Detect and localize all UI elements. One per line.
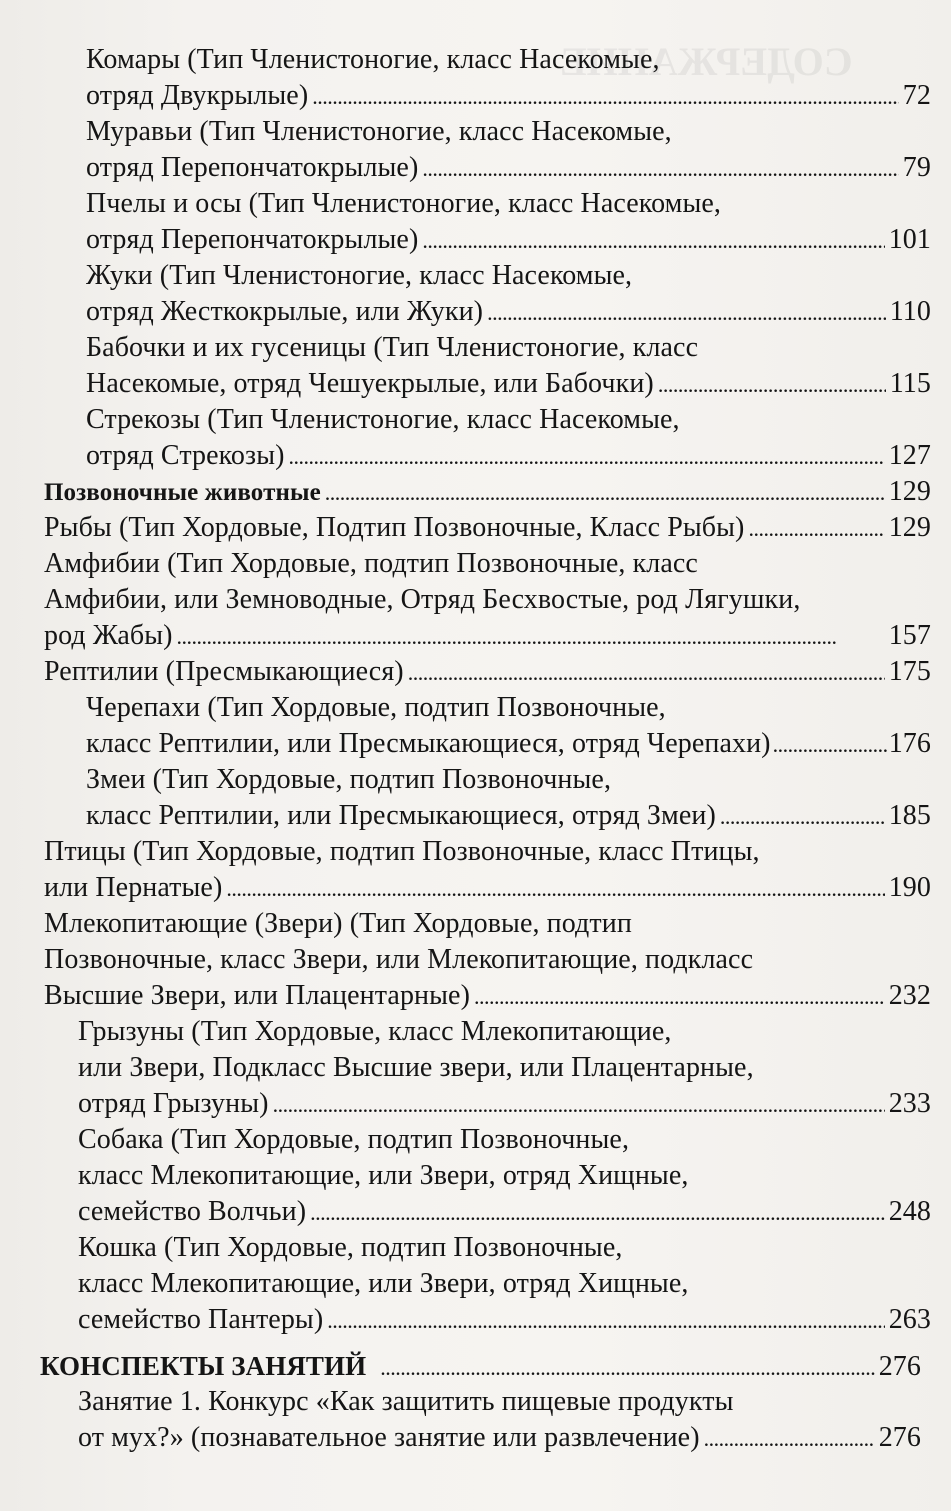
toc-entry-mammals[interactable] [44,978,931,1015]
toc-entry-text: отряд Перепончатокрылые) [86,224,419,255]
dot-leader [422,223,884,259]
toc-entry-text: или Пернатые) [44,872,223,903]
toc-entry-text: семейство Волчьи) [78,1196,307,1227]
dot-leader [748,511,884,547]
toc-entry-butterflies-line1: Бабочки и их гусеницы (Тип Членистоногие, класс [86,332,699,363]
toc-entry-rodents-line2: или Звери, Подкласс Высшие звери, или Плацентарные, [78,1052,754,1083]
dot-leader [327,1303,884,1339]
toc-entry-cat-line1: Кошка (Тип Хордовые, подтип Позвоночные, [78,1232,623,1263]
toc-entry-dragonflies-line1: Стрекозы (Тип Членистоногие, класс Насекомые, [86,404,680,435]
dot-leader [408,655,885,691]
page-number: 175 [888,656,931,687]
dot-leader [720,799,885,835]
dot-leader [380,1350,874,1386]
toc-entry-birds[interactable] [44,870,931,907]
page-number: 232 [888,980,931,1011]
toc-entry-vertebrates[interactable] [44,474,931,511]
dot-leader [658,367,886,403]
toc-entry-dog[interactable] [78,1194,931,1231]
toc-entry-lesson-1-line1: Занятие 1. Конкурс «Как защитить пищевые продукты [78,1386,734,1417]
toc-entry-text: класс Рептилии, или Пресмыкающиеся, отряд Змеи) [86,800,716,831]
toc-entry-text: семейство Пантеры) [78,1304,324,1335]
toc-entry-dog-line2: класс Млекопитающие, или Звери, отряд Хищные, [78,1160,689,1191]
toc-entry-amphibians-line1: Амфибии (Тип Хордовые, подтип Позвоночные, класс [44,548,698,579]
page-number: 129 [888,512,931,543]
page-number: 72 [902,80,931,111]
page-number: 127 [888,440,931,471]
toc-entry-mosquitoes-line1: Комары (Тип Членистоногие, класс Насекомые, [86,44,660,75]
page-number: 248 [888,1196,931,1227]
toc-entry-bees-line1: Пчелы и осы (Тип Членистоногие, класс Насекомые, [86,188,721,219]
bleed-through-heading: СОДЕРЖАНИЕ [560,39,853,84]
toc-entry-cat-line2: класс Млекопитающие, или Звери, отряд Хищные, [78,1268,689,1299]
toc-entry-text: отряд Двукрылые) [86,80,309,111]
page-number: 101 [888,224,931,255]
dot-leader [312,79,899,115]
toc-entry-mosquitoes[interactable] [86,78,931,115]
dot-leader [310,1195,885,1231]
dot-leader [422,151,898,187]
toc-entry-bees[interactable] [86,222,931,259]
toc-entry-amphibians[interactable] [44,618,931,655]
dot-leader [273,1087,885,1123]
page-number: 190 [888,872,931,903]
dot-leader [325,475,885,511]
toc-entry-text: отряд Стрекозы) [86,440,285,471]
toc-entry-cat[interactable] [78,1302,931,1339]
toc-entry-snakes[interactable] [86,798,931,835]
page-number: 276 [878,1351,921,1382]
toc-entry-butterflies[interactable] [86,366,931,403]
toc-entry-text: род Жабы) [44,620,173,651]
toc-entry-reptiles[interactable] [44,654,931,691]
page-number: 233 [888,1088,931,1119]
dot-leader [773,727,887,763]
dot-leader [704,1421,875,1457]
toc-entry-text: Рыбы (Тип Хордовые, Подтип Позвоночные, Класс Рыбы) [44,512,745,543]
section-heading: КОНСПЕКТЫ ЗАНЯТИЙ [40,1351,367,1381]
toc-entry-text: Рептилии (Пресмыкающиеся) [44,656,404,687]
page-number: 110 [889,296,931,327]
toc-entry-dragonflies[interactable] [86,438,931,475]
toc-entry-beetles-line1: Жуки (Тип Членистоногие, класс Насекомые, [86,260,633,291]
toc-entry-text: от мух?» (познавательное занятие или развлечение) [78,1422,700,1453]
page-number: 157 [888,620,931,651]
toc-entry-birds-line1: Птицы (Тип Хордовые, подтип Позвоночные, класс Птицы, [44,836,760,867]
page-number: 276 [878,1422,921,1453]
page-number: 263 [888,1304,931,1335]
toc-entry-text: отряд Жесткокрылые, или Жуки) [86,296,484,327]
section-heading: Позвоночные животные [44,479,321,506]
toc-entry-dog-line1: Собака (Тип Хордовые, подтип Позвоночные, [78,1124,630,1155]
page-number: 79 [902,152,931,183]
toc-entry-turtles-line1: Черепахи (Тип Хордовые, подтип Позвоночные, [86,692,666,723]
dot-leader [487,295,886,331]
toc-entry-lesson-1[interactable] [78,1420,921,1457]
page-number: 176 [888,728,931,759]
page-number: 185 [888,800,931,831]
toc-entry-text: отряд Перепончатокрылые) [86,152,419,183]
toc-entry-lesson-plans[interactable] [40,1348,921,1386]
toc-entry-amphibians-line2: Амфибии, или Земноводные, Отряд Бесхвостые, род Лягушки, [44,584,801,615]
toc-entry-mammals-line1: Млекопитающие (Звери) (Тип Хордовые, подтип [44,908,632,939]
toc-entry-ants[interactable] [86,150,931,187]
toc-entry-fish[interactable] [44,510,931,547]
toc-entry-beetles[interactable] [86,294,931,331]
toc-entry-text: Насекомые, отряд Чешуекрылые, или Бабочки) [86,368,654,399]
toc-entry-text: Высшие Звери, или Плацентарные) [44,980,470,1011]
toc-entry-text: отряд Грызуны) [78,1088,269,1119]
toc-entry-ants-line1: Муравьи (Тип Членистоногие, класс Насекомые, [86,116,672,147]
dot-leader [177,619,885,655]
toc-entry-turtles[interactable] [86,726,931,763]
dot-leader [226,871,884,907]
toc-entry-rodents[interactable] [78,1086,931,1123]
toc-entry-text: класс Рептилии, или Пресмыкающиеся, отряд Черепахи) [86,728,771,759]
toc-entry-mammals-line2: Позвоночные, класс Звери, или Млекопитающие, подкласс [44,944,754,975]
toc-entry-snakes-line1: Змеи (Тип Хордовые, подтип Позвоночные, [86,764,612,795]
toc-entry-rodents-line1: Грызуны (Тип Хордовые, класс Млекопитающие, [78,1016,672,1047]
dot-leader [289,439,885,475]
page-number: 115 [889,368,931,399]
dot-leader [474,979,885,1015]
page-number: 129 [888,476,931,507]
